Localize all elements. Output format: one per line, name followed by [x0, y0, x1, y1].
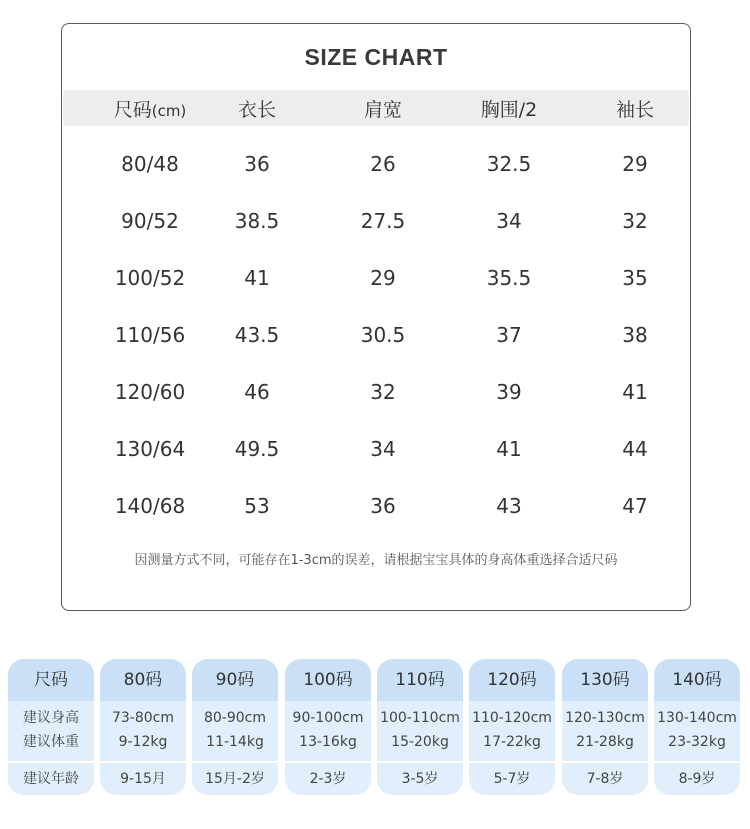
- table-cell: 140/68: [114, 494, 186, 518]
- column-body: [377, 701, 463, 761]
- header-cell: [446, 95, 572, 122]
- height-value: 73-80cm: [111, 710, 174, 726]
- weight-value: 17-22kg: [483, 734, 541, 750]
- size-column: [285, 659, 371, 795]
- table-cell: 35: [622, 266, 648, 290]
- table-cell: 37: [496, 323, 522, 347]
- table-cell: 32.5: [486, 152, 532, 176]
- table-cell: 46: [244, 380, 270, 404]
- table-cell: 43.5: [234, 323, 280, 347]
- table-cell: 27.5: [360, 209, 406, 233]
- column-title: 90码: [192, 659, 278, 701]
- age-value: 3-5岁: [401, 771, 439, 787]
- size-column: [562, 659, 648, 795]
- table-cell: 100/52: [114, 266, 186, 290]
- header-cell: [572, 95, 698, 122]
- column-body: [100, 701, 186, 761]
- weight-value: 建议体重: [23, 734, 79, 750]
- age-value: 建议年龄: [23, 771, 79, 787]
- table-cell: 53: [244, 494, 270, 518]
- age-value: 9-15月: [120, 771, 166, 787]
- table-cell: 29: [370, 266, 396, 290]
- header-cell: [194, 95, 320, 122]
- column-title: 130码: [562, 659, 648, 701]
- age-value: 15月-2岁: [205, 771, 265, 787]
- height-value: 130-140cm: [657, 710, 737, 726]
- table-cell: 35.5: [486, 266, 532, 290]
- weight-value: 9-12kg: [118, 734, 168, 750]
- table-cell: 120/60: [114, 380, 186, 404]
- weight-value: 15-20kg: [391, 734, 449, 750]
- table-cell: 36: [370, 494, 396, 518]
- header-cell: [320, 95, 446, 122]
- table-cell: 49.5: [234, 437, 280, 461]
- header-label: 衣长: [237, 99, 276, 121]
- size-column: [100, 659, 186, 795]
- height-value: 110-120cm: [472, 710, 552, 726]
- table-cell: 47: [622, 494, 648, 518]
- size-chart-card: [61, 23, 691, 611]
- header-label: 尺码: [113, 99, 152, 121]
- header-unit: (cm): [151, 102, 187, 120]
- age-value: 2-3岁: [309, 771, 347, 787]
- weight-value: 13-16kg: [299, 734, 357, 750]
- size-column: [469, 659, 555, 795]
- table-cell: 44: [622, 437, 648, 461]
- height-value: 90-100cm: [292, 710, 364, 726]
- column-title: 140码: [654, 659, 740, 701]
- table-cell: 32: [622, 209, 648, 233]
- table-cell: 41: [244, 266, 270, 290]
- column-body: [285, 701, 371, 761]
- table-cell: 130/64: [114, 437, 186, 461]
- column-title: 110码: [377, 659, 463, 701]
- table-cell: 39: [496, 380, 522, 404]
- table-cell: 29: [622, 152, 648, 176]
- header-label: 胸围/2: [480, 99, 538, 121]
- table-cell: 90/52: [121, 209, 179, 233]
- height-value: 建议身高: [23, 710, 79, 726]
- table-cell: 43: [496, 494, 522, 518]
- age-value: 8-9岁: [678, 771, 716, 787]
- column-title: 尺码: [8, 659, 94, 701]
- header-label: 袖长: [615, 99, 654, 121]
- column-title: 120码: [469, 659, 555, 701]
- column-body: [192, 701, 278, 761]
- column-body: [654, 701, 740, 761]
- column-title: 100码: [285, 659, 371, 701]
- size-column: [654, 659, 740, 795]
- table-cell: 36: [244, 152, 270, 176]
- age-value: 7-8岁: [586, 771, 624, 787]
- table-cell: 41: [622, 380, 648, 404]
- column-body: [469, 701, 555, 761]
- table-cell: 30.5: [360, 323, 406, 347]
- weight-value: 23-32kg: [668, 734, 726, 750]
- table-cell: 38.5: [234, 209, 280, 233]
- height-value: 100-110cm: [380, 710, 460, 726]
- column-body: [8, 701, 94, 761]
- table-cell: 34: [370, 437, 396, 461]
- weight-value: 21-28kg: [576, 734, 634, 750]
- age-value: 5-7岁: [493, 771, 531, 787]
- label-column: [8, 659, 94, 795]
- size-column: [192, 659, 278, 795]
- size-column: [377, 659, 463, 795]
- height-value: 80-90cm: [203, 710, 266, 726]
- table-cell: 110/56: [114, 323, 186, 347]
- table-cell: 26: [370, 152, 396, 176]
- measurement-note: 因测量方式不同，可能存在1-3cm的误差，请根据宝宝具体的身高体重选择合适尺码: [134, 553, 618, 568]
- height-value: 120-130cm: [565, 710, 645, 726]
- table-cell: 32: [370, 380, 396, 404]
- table-cell: 34: [496, 209, 522, 233]
- table-cell: 38: [622, 323, 648, 347]
- header-label: 肩宽: [363, 99, 402, 121]
- chart-title: SIZE CHART: [304, 44, 448, 70]
- table-cell: 80/48: [121, 152, 179, 176]
- column-body: [562, 701, 648, 761]
- weight-value: 11-14kg: [206, 734, 264, 750]
- table-cell: 41: [496, 437, 522, 461]
- column-title: 80码: [100, 659, 186, 701]
